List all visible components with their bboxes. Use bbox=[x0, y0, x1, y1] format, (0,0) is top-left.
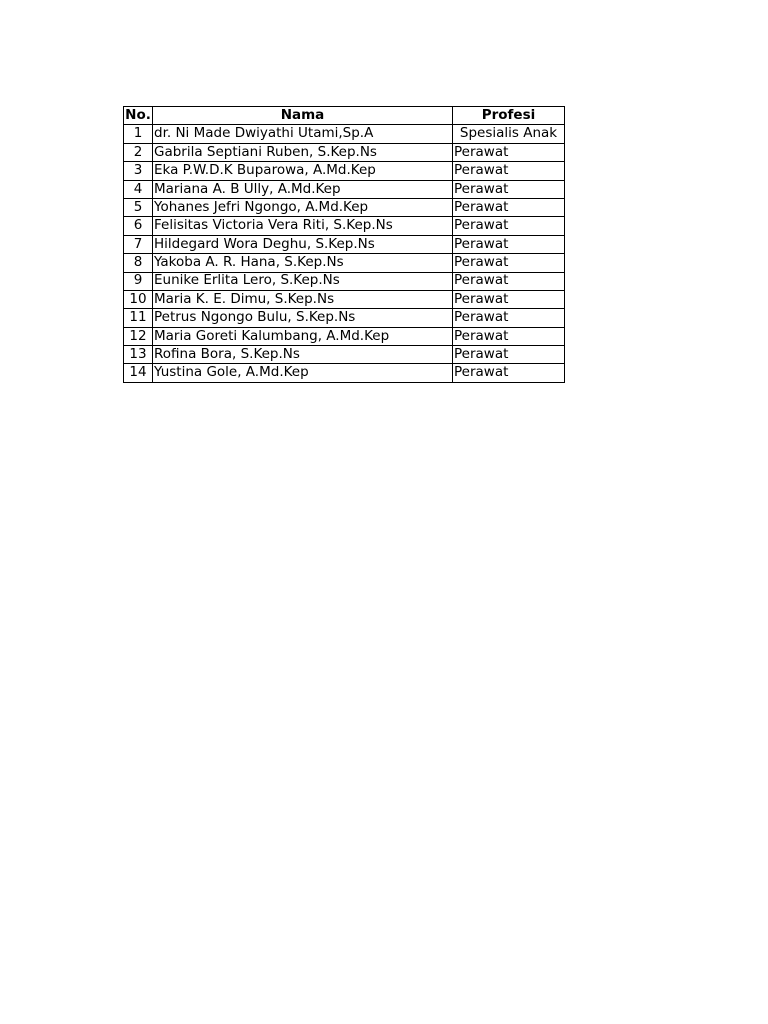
cell-no: 8 bbox=[124, 254, 153, 272]
cell-profesi: Perawat bbox=[453, 290, 565, 308]
cell-nama: Hildegard Wora Deghu, S.Kep.Ns bbox=[153, 235, 453, 253]
cell-nama: Rofina Bora, S.Kep.Ns bbox=[153, 346, 453, 364]
cell-nama: Yohanes Jefri Ngongo, A.Md.Kep bbox=[153, 198, 453, 216]
cell-profesi: Spesialis Anak bbox=[453, 125, 565, 143]
table-row bbox=[124, 162, 565, 180]
cell-profesi: Perawat bbox=[453, 162, 565, 180]
cell-nama: Eunike Erlita Lero, S.Kep.Ns bbox=[153, 272, 453, 290]
table-row bbox=[124, 346, 565, 364]
table-row bbox=[124, 217, 565, 235]
cell-profesi: Perawat bbox=[453, 143, 565, 161]
cell-no: 11 bbox=[124, 309, 153, 327]
cell-no: 13 bbox=[124, 346, 153, 364]
cell-nama: Felisitas Victoria Vera Riti, S.Kep.Ns bbox=[153, 217, 453, 235]
cell-profesi: Perawat bbox=[453, 346, 565, 364]
cell-profesi: Perawat bbox=[453, 217, 565, 235]
cell-profesi: Perawat bbox=[453, 272, 565, 290]
cell-no: 1 bbox=[124, 125, 153, 143]
table-row bbox=[124, 309, 565, 327]
cell-no: 6 bbox=[124, 217, 153, 235]
table-row bbox=[124, 290, 565, 308]
cell-profesi: Perawat bbox=[453, 309, 565, 327]
cell-profesi: Perawat bbox=[453, 327, 565, 345]
cell-profesi: Perawat bbox=[453, 180, 565, 198]
table-row bbox=[124, 327, 565, 345]
table-row bbox=[124, 272, 565, 290]
cell-nama: Yustina Gole, A.Md.Kep bbox=[153, 364, 453, 382]
table-row bbox=[124, 198, 565, 216]
cell-no: 12 bbox=[124, 327, 153, 345]
cell-nama: Petrus Ngongo Bulu, S.Kep.Ns bbox=[153, 309, 453, 327]
header-nama: Nama bbox=[153, 107, 453, 125]
table-header-row bbox=[124, 107, 565, 125]
cell-profesi: Perawat bbox=[453, 198, 565, 216]
cell-profesi: Perawat bbox=[453, 254, 565, 272]
cell-no: 2 bbox=[124, 143, 153, 161]
cell-nama: Eka P.W.D.K Buparowa, A.Md.Kep bbox=[153, 162, 453, 180]
cell-no: 14 bbox=[124, 364, 153, 382]
cell-no: 9 bbox=[124, 272, 153, 290]
staff-table bbox=[123, 106, 565, 383]
header-profesi: Profesi bbox=[453, 107, 565, 125]
table-row bbox=[124, 125, 565, 143]
table-row bbox=[124, 254, 565, 272]
cell-profesi: Perawat bbox=[453, 364, 565, 382]
cell-nama: Maria Goreti Kalumbang, A.Md.Kep bbox=[153, 327, 453, 345]
table-row bbox=[124, 143, 565, 161]
cell-no: 7 bbox=[124, 235, 153, 253]
cell-nama: Mariana A. B Ully, A.Md.Kep bbox=[153, 180, 453, 198]
cell-no: 3 bbox=[124, 162, 153, 180]
table-row bbox=[124, 180, 565, 198]
cell-nama: Maria K. E. Dimu, S.Kep.Ns bbox=[153, 290, 453, 308]
table-row bbox=[124, 364, 565, 382]
staff-table-container bbox=[123, 106, 565, 383]
cell-nama: Gabrila Septiani Ruben, S.Kep.Ns bbox=[153, 143, 453, 161]
cell-nama: dr. Ni Made Dwiyathi Utami,Sp.A bbox=[153, 125, 453, 143]
cell-no: 5 bbox=[124, 198, 153, 216]
cell-nama: Yakoba A. R. Hana, S.Kep.Ns bbox=[153, 254, 453, 272]
cell-no: 4 bbox=[124, 180, 153, 198]
cell-profesi: Perawat bbox=[453, 235, 565, 253]
cell-no: 10 bbox=[124, 290, 153, 308]
header-no: No. bbox=[125, 106, 151, 123]
table-row bbox=[124, 235, 565, 253]
